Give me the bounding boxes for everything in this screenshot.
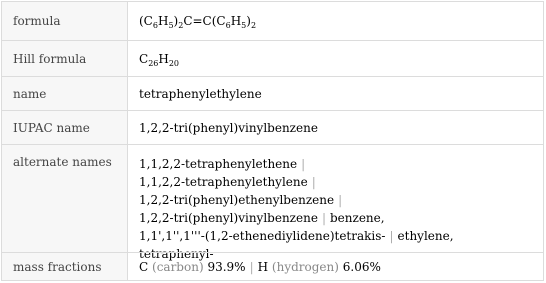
- alternate-name: 1,1',1'',1'''-(1,2-ethenediylidene)tetrakis-: [139, 229, 386, 243]
- formula-row: [2, 2, 543, 40]
- separator: |: [389, 229, 394, 243]
- formula-subscript: 2: [250, 21, 257, 30]
- formula-subscript: 2: [178, 21, 184, 30]
- alternate-names-label: alternate names: [2, 145, 128, 252]
- iupac-row: [2, 110, 543, 144]
- alternate-names-row: [2, 144, 543, 261]
- element-name: (hydrogen): [271, 259, 339, 274]
- separator: |: [301, 157, 306, 171]
- formula-text: ): [173, 14, 179, 28]
- formula-subscript: 5: [241, 21, 247, 30]
- alternate-name: 1,2,2-tri(phenyl)ethenylbenzene: [139, 193, 335, 207]
- alternate-name-line: [139, 227, 543, 245]
- iupac-label: IUPAC name: [2, 111, 128, 144]
- formula-value: [128, 2, 543, 40]
- mass-fractions-label: mass fractions: [2, 253, 128, 280]
- formula-text: H: [230, 14, 242, 28]
- alternate-name-line: [139, 209, 543, 227]
- formula-text: H: [157, 14, 169, 28]
- separator: |: [311, 175, 316, 189]
- hill-subscript: 26: [148, 58, 159, 68]
- properties-table: [1, 1, 544, 281]
- hill-formula-value: [128, 41, 543, 76]
- alternate-name-line: [139, 173, 543, 191]
- formula-subscript: 5: [168, 21, 174, 30]
- alternate-name: 1,1,2,2-tetraphenylethylene: [139, 175, 308, 189]
- mass-fractions-row: [2, 252, 543, 280]
- separator: |: [321, 211, 326, 225]
- alternate-name: tetraphenyl-: [139, 247, 214, 261]
- formula-text: C=C(C: [183, 14, 226, 28]
- hill-formula-label: Hill formula: [2, 41, 128, 76]
- formula-subscript: 6: [152, 21, 158, 30]
- alternate-name: 1,2,2-tri(phenyl)vinylbenzene: [139, 211, 318, 225]
- element-symbol: H: [257, 259, 269, 274]
- separator: |: [249, 259, 254, 274]
- hill-text: C: [139, 51, 149, 66]
- iupac-value: 1,2,2-tri(phenyl)vinylbenzene: [139, 120, 318, 135]
- alternate-name: benzene,: [329, 211, 385, 225]
- name-row: [2, 76, 543, 110]
- alternate-name: 1,1,2,2-tetraphenylethene: [139, 157, 298, 171]
- separator: |: [338, 193, 343, 207]
- hill-formula-row: [2, 40, 543, 76]
- element-name: (carbon): [152, 259, 204, 274]
- formula-text: ): [246, 14, 251, 28]
- formula-label: formula: [2, 2, 128, 40]
- hill-subscript: 20: [168, 58, 180, 68]
- alternate-names-value: [128, 145, 543, 261]
- alternate-name-line: [139, 155, 543, 173]
- mass-fraction-value: 93.9%: [207, 259, 246, 274]
- formula-text: (C: [139, 14, 153, 28]
- formula-subscript: 6: [225, 21, 231, 30]
- name-value: tetraphenylethylene: [139, 86, 262, 101]
- mass-fraction-value: 6.06%: [342, 259, 381, 274]
- name-label: name: [2, 77, 128, 110]
- element-symbol: C: [139, 259, 149, 274]
- mass-fractions-value: [128, 253, 543, 280]
- alternate-name: ethylene,: [397, 229, 454, 243]
- hill-text: H: [158, 51, 169, 66]
- alternate-name-line: [139, 191, 543, 209]
